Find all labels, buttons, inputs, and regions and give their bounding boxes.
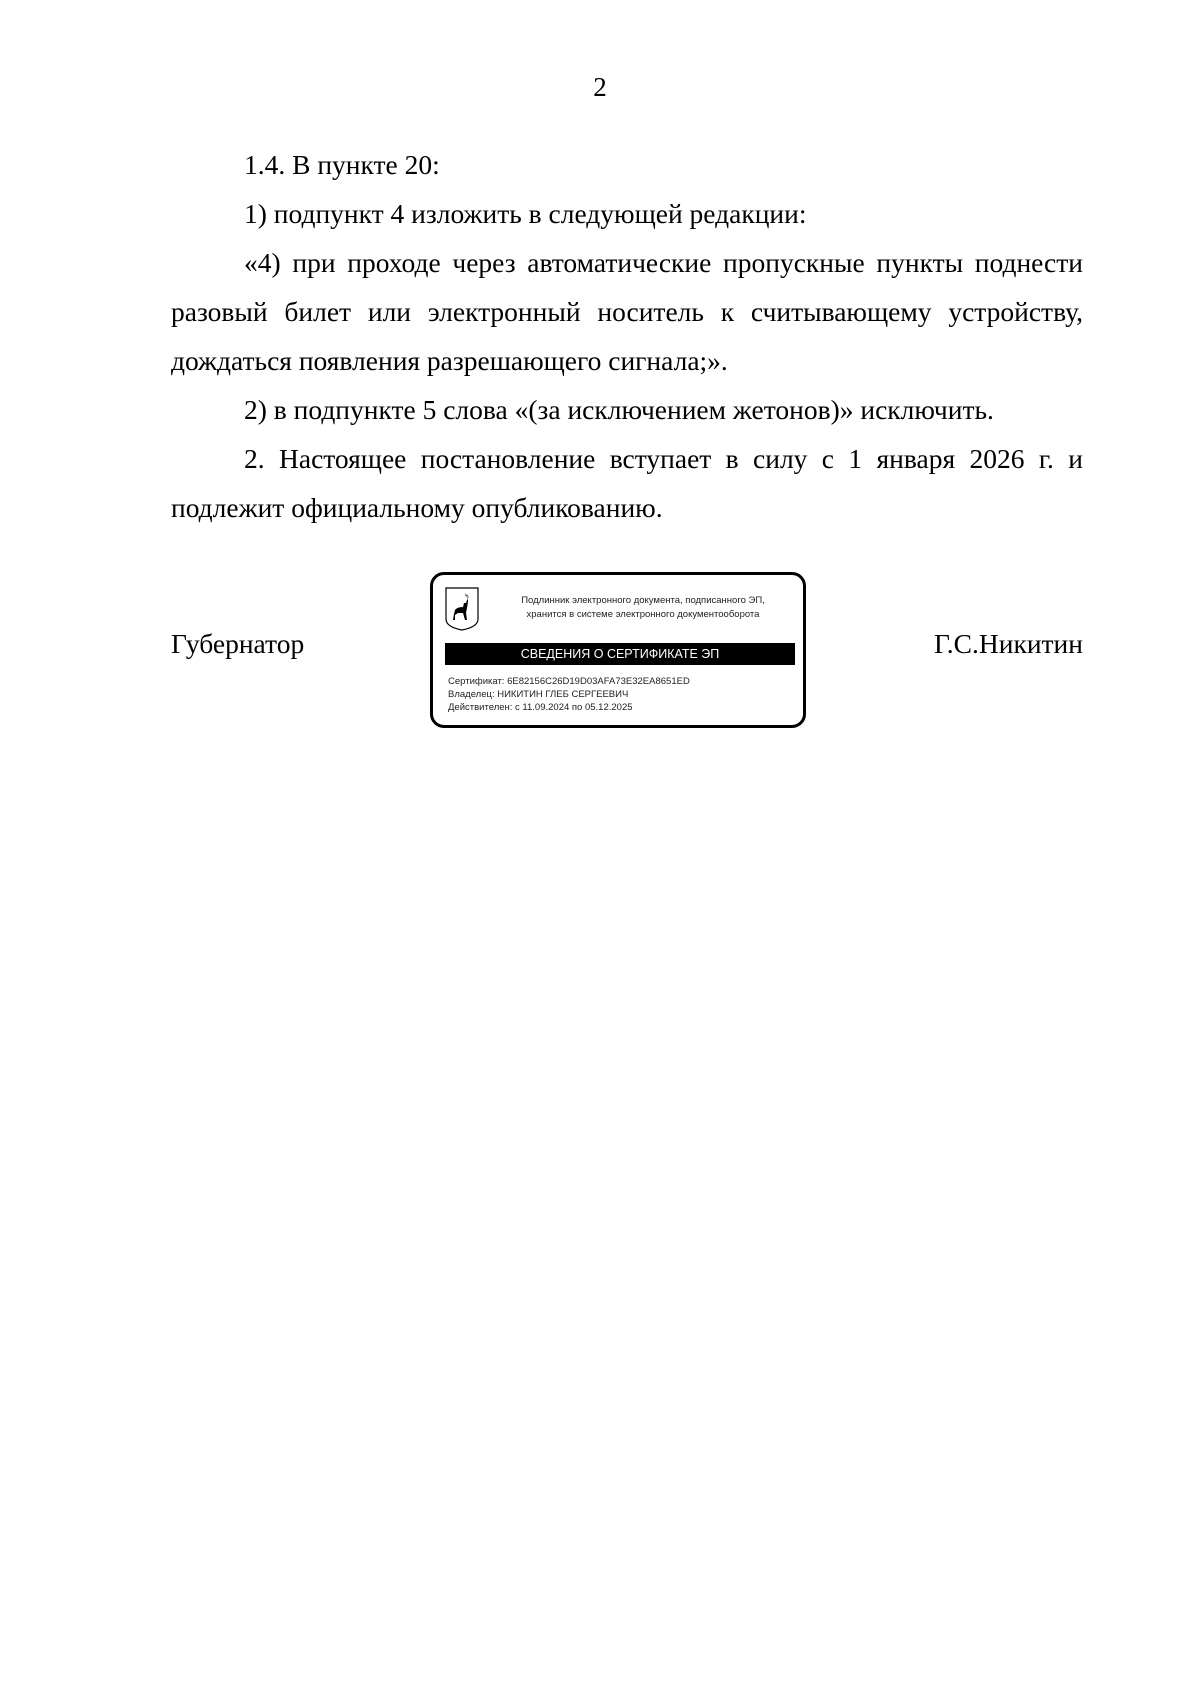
stamp-header-line: Подлинник электронного документа, подписанного ЭП, bbox=[521, 595, 765, 606]
stamp-title: СВЕДЕНИЯ О СЕРТИФИКАТЕ ЭП bbox=[445, 643, 795, 665]
paragraph: 2. Настоящее постановление вступает в силу с 1 января 2026 г. и подлежит официальному опубликованию. bbox=[171, 443, 1083, 523]
page-number: 2 bbox=[593, 72, 607, 102]
stamp-info bbox=[448, 675, 690, 714]
signatory-name: Г.С.Никитин bbox=[934, 628, 1083, 659]
stamp-header-line: хранится в системе электронного документооборота bbox=[526, 609, 760, 620]
certificate-validity: Действителен: с 11.09.2024 по 05.12.2025 bbox=[448, 702, 633, 713]
paragraph: 1) подпункт 4 изложить в следующей редакции: bbox=[244, 198, 807, 229]
stamp-header bbox=[488, 594, 798, 622]
coat-of-arms-deer-icon bbox=[445, 587, 479, 631]
paragraph: 1.4. В пункте 20: bbox=[244, 149, 440, 180]
paragraph: 2) в подпункте 5 слова «(за исключением жетонов)» исключить. bbox=[244, 394, 994, 425]
paragraph: «4) при проходе через автоматические пропускные пункты поднести разовый билет или электронный носитель к считывающему устройству, дождаться появления разрешающего сигнала;». bbox=[171, 247, 1083, 376]
document-body bbox=[171, 140, 1083, 532]
certificate-owner: Владелец: НИКИТИН ГЛЕБ СЕРГЕЕВИЧ bbox=[448, 689, 629, 700]
certificate-number: Сертификат: 6E82156C26D19D03AFA73E32EA8651ED bbox=[448, 676, 690, 687]
signatory-position: Губернатор bbox=[171, 628, 305, 659]
e-signature-stamp bbox=[430, 572, 806, 728]
